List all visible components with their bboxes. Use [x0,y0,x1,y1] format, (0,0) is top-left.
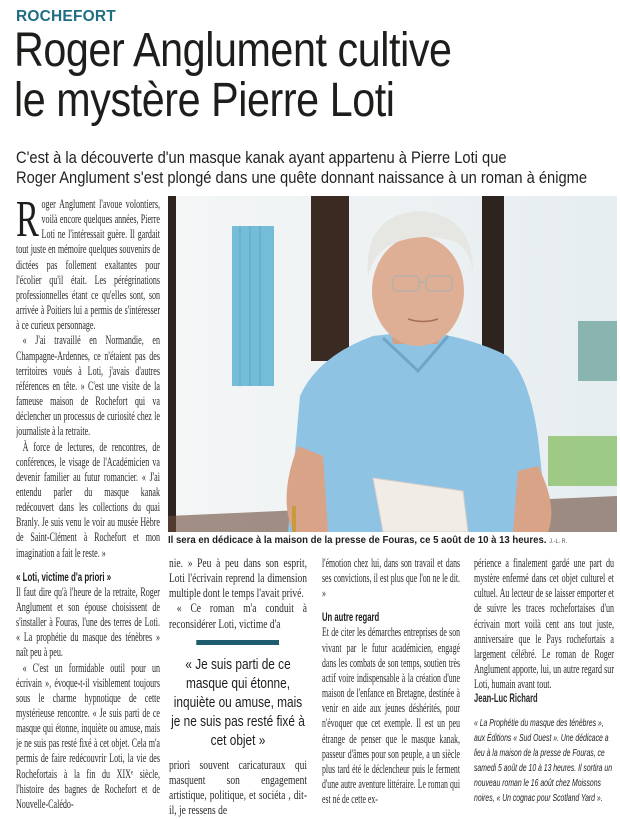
book-note: « La Prophétie du masque des ténèbres », aux Éditions « Sud Ouest ». Une dédicace a lieu à la maison de la presse de Fouras, ce samedi 5 août de 10 à 13 heures. Il sortira un nouveau roman le 16 août chez Moissons noires, « Un cognac pour Scotland Yard ». [474,718,613,805]
paragraph: nie. » Peu à peu dans son esprit, Loti l'écrivain reprend la dimension multiple dont le temps l'avait privé. [169,556,307,601]
paragraph: l'émotion chez lui, dans son travail et dans ses convictions, il est plus que l'on ne le dit. » [322,556,460,601]
column-1 [16,197,160,817]
article-photo [168,196,617,532]
headline-line-1: Roger Anglument cultive [14,24,452,77]
column-4 [474,556,614,818]
paragraph: priori souvent caricaturaux qui masquent son engagement artistique, politique, et sociéta , dit-il, je ressens de [169,757,307,818]
pull-quote-text: « Je suis parti de ce masque qui étonne, inquiète ou amuse, mais je ne suis pas resté fixé à cet objet » [171,655,305,749]
column-4-flow [474,556,614,806]
photo-author-portrait [168,196,617,532]
paragraph: Et de citer les démarches entreprises de son vivant par le futur académicien, engagé dans les combats de son temps, soutien très actif voire indispensable à la création d'une maison de l'enfance en Bretagne, destinée à venir en aide aux jeunes déshérités, pour n'évoquer que cet exemple. Il est un peu étrange de penser que le masque kanak, passeur d'âmes pour son peuple, a un siècle plus tard été le déclencheur puis le ferment d'une autre aventure littéraire. Le roman qui est né de cette ex- [322,625,460,807]
column-2 [169,556,307,818]
column-3 [322,556,460,818]
column-2-flow [169,556,307,818]
headline [14,26,530,126]
paragraph: périence a finalement gardé une part du mystère enfermé dans cet objet culturel et cultuel. Au lecteur de se laisser emporter et de suivre les traces rochefortaises d'un écrivain mort voilà cent ans tout juste, anniversaire que le Pays rochefortais a largement célébré. Le roman de Roger Anglument apporte, lui, un autre regard sur Loti, humain avant tout. [474,556,614,692]
paragraph: « C'est un formidable outil pour un écrivain », évoque-t-il visiblement toujours sous le charme hypnotique de cette mystérieuse rencontre. « Je suis parti de ce masque qui étonne, inquiète ou amuse, mais je ne suis pas resté fixé à cet objet. Cela m'a permis de faire redécouvrir Loti, la vie des Rochefortais à la fin du XIXᵉ siècle, l'histoire des bagnes de Rochefort et de Nouvelle-Calédo- [16,660,160,811]
paragraph-lead [16,197,160,333]
subhead: Un autre regard [322,610,380,625]
column-1-flow [16,197,160,812]
paragraph: Il faut dire qu'à l'heure de la retraite, Roger Anglument et son épouse choisissent de s'installer à Fouras, l'une des terres de Loti. « La prophétie du masque des ténèbres » naît peu à peu. [16,584,160,660]
deck-line-2: Roger Anglument s'est plongé dans une quête donnant naissance à un roman à énigme [16,169,588,187]
paragraph: À force de lectures, de rencontres, de conférences, le visage de l'Académicien va devenir familier au futur romancier. « J'ai entendu parler du masque kanak redécouvert dans les collections du quai Branly. Je suis venu le voir au musée Hèbre de Saint-Clément à Rochefort et mon imagination a fait le reste. » [16,439,160,560]
paragraph: « Ce roman m'a conduit à reconsidérer Loti, victime d'a [169,601,307,631]
drop-cap: R [16,197,39,248]
spacer [474,707,614,716]
photo-caption [168,534,588,549]
paragraph: « J'ai travaillé en Normandie, en Champagne-Ardennes, ce n'étaient pas des territoires voués à Loti, j'avais d'autres références en tête. » C'est une visite de la fameuse maison de Rochefort qui va déclencher un processus de curiosité chez le journaliste à la retraite. [16,333,160,439]
headline-line-2: le mystère Pierre Loti [14,74,395,127]
caption-text: Il sera en dédicace à la maison de la presse de Fouras, ce 5 août de 10 à 13 heures. [168,535,547,546]
deck [16,148,586,188]
spacer [322,601,460,610]
lead-text: oger Anglument l'avoue volontiers, voilà encore quelques années, Pierre Loti ne l'intéressait guère. Il gardait tout juste en mémoire quelques souvenirs de dictées pas follement exaltantes pour l'écolier qu'il était. Les pérégrinations professionnelles étant ce qu'elles sont, son arrivée à Poitiers lui a permis de s'intéresser à ce curieux personnage. [16,197,160,333]
author-signature: Jean-Luc Richard [474,693,538,706]
pull-quote-rule [197,640,280,645]
pull-quote [169,640,307,750]
deck-line-1: C'est à la découverte d'un masque kanak ayant appartenu à Pierre Loti que [16,149,507,167]
section-kicker: ROCHEFORT [16,8,116,25]
photo-credit: J.-L. R. [549,539,568,545]
column-3-flow [322,556,460,807]
spacer [16,561,160,570]
subhead: « Loti, victime d'a priori » [16,569,112,584]
